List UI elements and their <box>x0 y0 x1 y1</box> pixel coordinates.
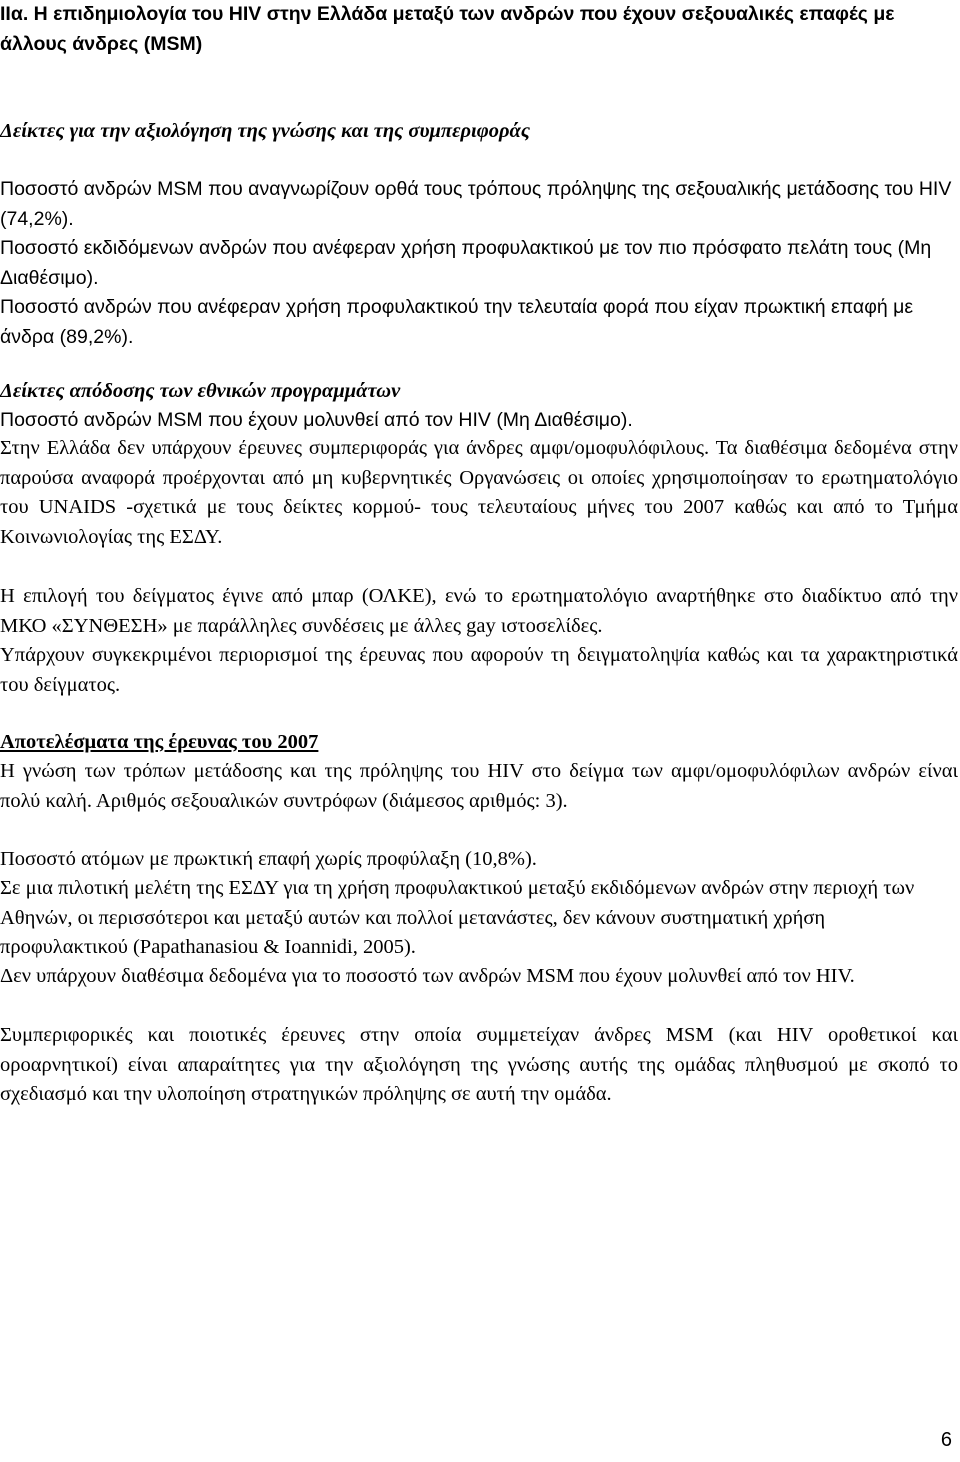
results-heading: Αποτελέσματα της έρευνας του 2007 <box>0 731 319 753</box>
results-paragraph: Δεν υπάρχουν διαθέσιμα δεδομένα για το ποσοστό των ανδρών MSM που έχουν μολυνθεί από τον HIV. <box>0 965 855 987</box>
section-title: ΙΙα. Η επιδημιολογία του HIV στην Ελλάδα μεταξύ των ανδρών που έχουν σεξουαλικές επαφές με άλλους άνδρες (MSM) <box>0 3 895 55</box>
programmes-paragraph: Στην Ελλάδα δεν υπάρχουν έρευνες συμπεριφοράς για άνδρες αμφι/ομοφυλόφιλους. Τα διαθέσιμα δεδομένα στην παρούσα αναφορά προέρχονται από μη κυβερνητικές Οργανώσεις οι οποίες χρησιμοποίησαν το ερωτηματολόγιο του UNAIDS -σχετικά με τους δείκτες κορμού- τους τελευταίους μήνες του 2007 καθώς και από το Τμήμα Κοινωνιολογίας της ΕΣΔΥ. <box>0 437 958 548</box>
results-paragraph: Συμπεριφορικές και ποιοτικές έρευνες στην οποία συμμετείχαν άνδρες MSM (και HIV οροθετικοί και οροαρνητικοί) είναι απαραίτητες για την αξιολόγηση της γνώσης αυτής της ομάδας πληθυσμού με σκοπό το σχεδιασμό και την υλοποίηση στρατηγικών πρόληψης σε αυτή την ομάδα. <box>0 1024 958 1105</box>
knowledge-paragraph: Ποσοστό ανδρών που ανέφεραν χρήση προφυλακτικού την τελευταία φορά που είχαν πρωκτική επαφή με άνδρα (89,2%). <box>0 296 914 348</box>
page-number: 6 <box>940 1429 952 1451</box>
results-paragraph: Η γνώση των τρόπων μετάδοσης και της πρόληψης του HIV στο δείγμα των αμφι/ομοφυλόφιλων ανδρών είναι πολύ καλή. Αριθμός σεξουαλικών συντρόφων (διάμεσος αριθμός: 3). <box>0 760 958 812</box>
programmes-paragraph: Η επιλογή του δείγματος έγινε από μπαρ (ΟΛΚΕ), ενώ το ερωτηματολόγιο αναρτήθηκε στο διαδίκτυο από την ΜΚΟ «ΣΥΝΘΕΣΗ» με παράλληλες συνδέσεις με άλλες gay ιστοσελίδες. <box>0 585 958 637</box>
knowledge-paragraph: Ποσοστό εκδιδόμενων ανδρών που ανέφεραν χρήση προφυλακτικού με τον πιο πρόσφατο πελάτη τους (Μη Διαθέσιμο). <box>0 237 932 289</box>
programmes-heading: Δείκτες απόδοσης των εθνικών προγραμμάτων <box>0 380 401 402</box>
results-paragraph: Ποσοστό ατόμων με πρωκτική επαφή χωρίς προφύλαξη (10,8%). <box>0 848 537 870</box>
results-paragraph: Σε μια πιλοτική μελέτη της ΕΣΔΥ για τη χρήση προφυλακτικού μεταξύ εκδιδόμενων ανδρών στην περιοχή των Αθηνών, οι περισσότεροι και μεταξύ αυτών και πολλοί μετανάστες, δεν κάνουν συστηματική χρήση προφυλακτικού (Papathanasiou & Ioannidi, 2005). <box>0 877 915 958</box>
programmes-paragraph: Υπάρχουν συγκεκριμένοι περιορισμοί της έρευνας που αφορούν τη δειγματοληψία καθώς και τα χαρακτηριστικά του δείγματος. <box>0 644 958 696</box>
knowledge-paragraph: Ποσοστό ανδρών MSM που αναγνωρίζουν ορθά τους τρόπους πρόληψης της σεξουαλικής μετάδοσης του HIV (74,2%). <box>0 178 952 230</box>
knowledge-heading: Δείκτες για την αξιολόγηση της γνώσης και της συμπεριφοράς <box>0 120 531 142</box>
programmes-paragraph: Ποσοστό ανδρών MSM που έχουν μολυνθεί από τον HIV (Μη Διαθέσιμο). <box>0 409 633 431</box>
